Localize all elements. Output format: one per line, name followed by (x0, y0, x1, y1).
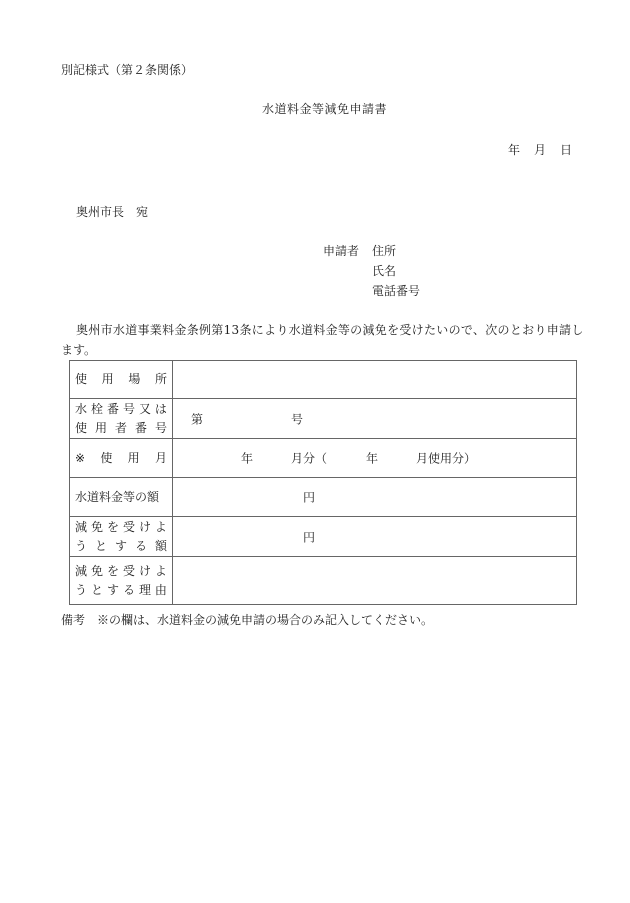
document-title: 水道料金等減免申請書 (262, 102, 388, 116)
label-char: 栓 (90, 401, 103, 416)
row-label-reduction-reason (70, 557, 173, 605)
row-label-line (75, 581, 167, 600)
label-char: す (114, 538, 127, 553)
date-day: 日 (560, 143, 573, 157)
application-form-table (69, 360, 577, 605)
date-month: 月 (534, 143, 547, 157)
label-char: け (138, 519, 151, 534)
remark-note: 備考 ※の欄は、水道料金の減免申請の場合のみ記入してください。 (61, 613, 434, 627)
label-char: ※ (75, 450, 86, 465)
label-char: る (122, 582, 135, 597)
label-char: 者 (114, 420, 127, 435)
label-char: う (75, 538, 88, 553)
field-usage-location[interactable] (173, 361, 577, 399)
row-label-reduction-amount (70, 517, 173, 557)
applicant-address-label: 住所 (372, 244, 397, 258)
field-water-charge-amount[interactable] (173, 478, 577, 517)
intro-text-line2: ます。 (61, 343, 97, 357)
label-char: 水道料金等の額 (75, 489, 160, 504)
field-meter-or-user-number[interactable] (173, 399, 577, 439)
field-unit-text: 年 (366, 451, 379, 466)
form-identifier: 別記様式（第２条関係） (61, 63, 194, 77)
applicant-phone-label: 電話番号 (372, 284, 421, 298)
row-label-line (75, 562, 167, 581)
field-unit-text: 円 (303, 530, 316, 544)
label-char: 由 (154, 582, 167, 597)
row-label-line (75, 449, 167, 468)
label-char: 所 (154, 372, 167, 386)
label-char: 免 (90, 519, 103, 534)
label-char: 水 (75, 401, 88, 416)
table-row-reduction-amount (70, 517, 577, 557)
label-char: 額 (154, 538, 167, 553)
table-row-usage-month (70, 439, 577, 478)
label-char: け (138, 563, 151, 578)
label-char: 月 (154, 450, 167, 465)
label-char: と (90, 582, 103, 597)
label-char: 受 (122, 563, 135, 578)
label-char: 番 (106, 401, 119, 416)
label-char: 使 (100, 450, 113, 465)
date-line (508, 143, 572, 157)
field-unit-text: 号 (291, 412, 304, 426)
label-char: 減 (75, 563, 88, 578)
label-char: 号 (122, 401, 135, 416)
field-unit-text: 月分（ (291, 451, 328, 466)
label-char: と (94, 538, 107, 553)
row-label-line (75, 537, 167, 556)
row-label-line (75, 419, 167, 438)
table-row-reduction-reason (70, 557, 577, 605)
row-label-line (75, 518, 167, 537)
table-row-water-charge-amount (70, 478, 577, 517)
field-unit-text: 月使用分） (416, 451, 477, 466)
label-char: 使 (75, 420, 88, 435)
label-char: 場 (128, 372, 141, 386)
applicant-name-label: 氏名 (372, 264, 397, 278)
label-char: す (106, 582, 119, 597)
label-char: 号 (154, 420, 167, 435)
label-char: を (106, 519, 119, 534)
field-reduction-reason[interactable] (173, 557, 577, 605)
field-unit-text: 第 (191, 412, 204, 426)
label-char: 用 (94, 420, 107, 435)
label-char: 使 (75, 372, 88, 386)
applicant-label: 申請者 (323, 244, 360, 258)
label-char: は (154, 401, 167, 416)
label-char: を (106, 563, 119, 578)
label-char: よ (154, 563, 167, 578)
field-unit-text: 円 (303, 490, 316, 505)
label-char: 番 (134, 420, 147, 435)
label-char: 用 (127, 450, 140, 465)
label-char: 免 (90, 563, 103, 578)
row-label-line (75, 488, 167, 507)
label-char: 用 (101, 372, 114, 386)
table-row-meter-or-user-number (70, 399, 577, 439)
row-label-water-charge-amount (70, 478, 173, 517)
addressee: 奥州市長 宛 (76, 205, 149, 219)
intro-text-line1: 奥州市水道事業料金条例第13条により水道料金等の減免を受けたいので、次のとおり申請し (76, 323, 584, 337)
field-usage-month[interactable] (173, 439, 577, 478)
label-char: る (134, 538, 147, 553)
label-char: 受 (122, 519, 135, 534)
label-char: 減 (75, 519, 88, 534)
row-label-usage-month (70, 439, 173, 478)
label-char: 理 (138, 582, 151, 597)
label-char: よ (154, 519, 167, 534)
table-row-usage-location (70, 361, 577, 399)
label-char: う (75, 582, 88, 597)
row-label-line (75, 370, 167, 389)
label-char: 又 (138, 401, 151, 416)
date-year: 年 (508, 143, 521, 157)
field-unit-text: 年 (241, 451, 254, 466)
row-label-meter-or-user-number (70, 399, 173, 439)
row-label-line (75, 400, 167, 419)
row-label-usage-location (70, 361, 173, 399)
field-reduction-amount[interactable] (173, 517, 577, 557)
